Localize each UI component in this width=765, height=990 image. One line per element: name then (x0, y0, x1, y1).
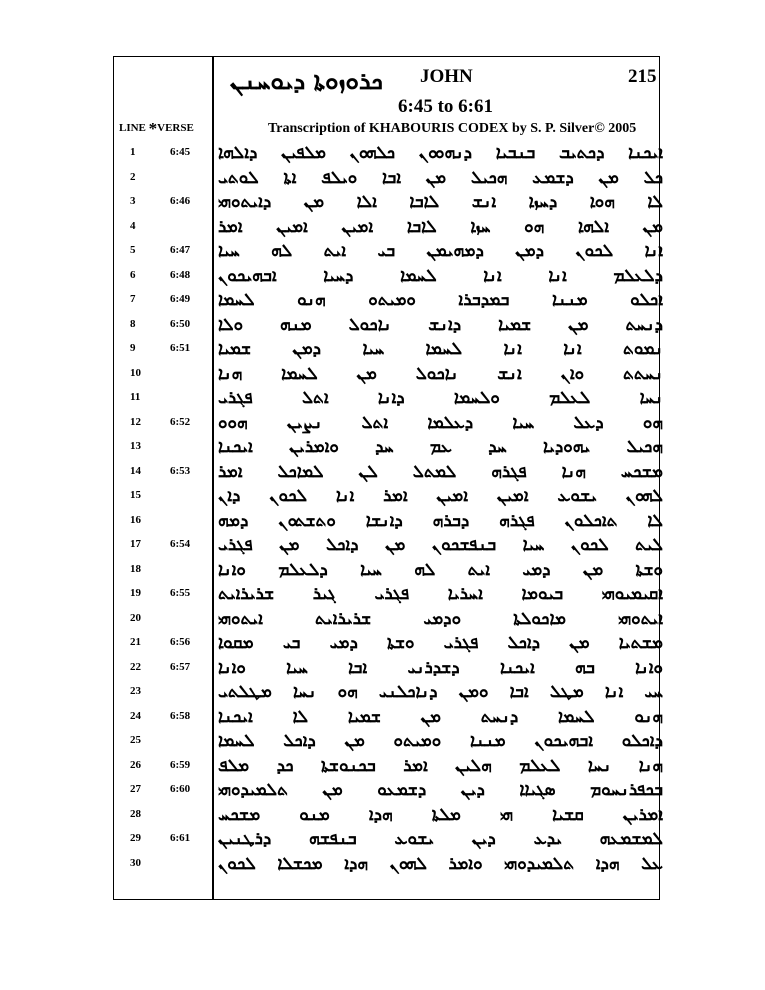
syriac-text-line: ܢܚܐ ܠܥܠܡ ܘܠܚܡܐ ܕܐܢܐ ܐܬܠ ܦܓܪܝ (218, 388, 663, 408)
transcription-row (113, 411, 663, 436)
line-number: 29 (130, 832, 141, 844)
line-number: 13 (130, 440, 141, 452)
line-number: 17 (130, 538, 141, 550)
syriac-text-line: ܠܐ ܗܘܐ ܕܚܙܐ ܐܢܫ ܠܐܒܐ ܐܠܐ ܡܢ ܕܐܝܬܘܗܝ (218, 192, 663, 212)
line-number: 16 (130, 513, 141, 526)
syriac-text-line: ܐܡܪܝܢ ܩܫܝܐ ܗܝ ܡܠܬܐ ܗܕܐ ܡܢܘ ܡܫܟܚ (218, 804, 663, 825)
line-number: 11 (130, 391, 141, 403)
verse-reference: 6:58 (170, 709, 191, 722)
line-number: 5 (130, 244, 136, 256)
syriac-text-line: ܡܫܟܚ ܗܢܐ ܦܓܪܗ ܠܡܬܠ ܠܢ ܠܡܐܟܠ ܐܡܪ (218, 461, 663, 482)
line-number: 28 (130, 807, 141, 820)
transcription-row (113, 803, 663, 828)
line-column-label: LINE (119, 122, 146, 134)
syriac-text-line: ܡܫܬܝܐ ܡܢ ܕܐܟܠ ܦܓܪܝ ܘܫܬܐ ܕܡܝ ܒܝ ܡܩܘܐ (218, 633, 663, 653)
line-number: 23 (130, 685, 141, 697)
syriac-text-line: ܗܢܐ ܢܚܐ ܠܥܠܡ ܗܠܝܢ ܐܡܪ ܒܟܢܘܫܬܐ ܟܕ ܡܠܦ (218, 755, 663, 776)
verse-reference: 6:48 (170, 268, 191, 281)
verse-reference: 6:51 (170, 342, 191, 354)
transcription-row (113, 313, 663, 338)
transcription-row (113, 533, 663, 558)
line-number: 1 (130, 146, 136, 158)
verse-reference: 6:45 (170, 146, 191, 158)
verse-range: 6:45 to 6:61 (398, 96, 493, 117)
syriac-book-title: ܟܪܘܙܘܬܐ ܕܝܘܚܢܢ (230, 66, 383, 95)
transcription-row (113, 582, 663, 607)
line-number: 8 (130, 317, 136, 330)
transcription-row (113, 827, 663, 852)
line-number: 30 (130, 856, 141, 869)
transcription-row (113, 656, 663, 681)
verse-reference: 6:46 (170, 195, 191, 207)
verse-reference: 6:53 (170, 464, 191, 477)
verse-reference: 6:57 (170, 660, 191, 673)
syriac-text-line: ܐܝܟܢܐ ܕܟܬܝܒ ܒܢܒܝܐ ܕܢܗܘܘܢ ܟܠܗܘܢ ܡܠܦܝܢ ܕܐܠܗܐ (218, 143, 663, 163)
transcription-row (113, 558, 663, 583)
syriac-text-line: ܠܡܫܡܥܗ ܝܕܥ ܕܝܢ ܝܫܘܥ ܒܢܦܫܗ ܕܪܛܢܝܢ (218, 829, 663, 849)
transcription-row (113, 386, 663, 411)
transcription-row (113, 264, 663, 289)
verse-reference: 6:50 (170, 317, 191, 330)
syriac-text-line: ܗܢܘ ܠܚܡܐ ܕܢܚܬ ܡܢ ܫܡܝܐ ܠܐ ܐܝܟܢܐ (218, 706, 663, 727)
syriac-text-line: ܕܢܚܬ ܡܢ ܫܡܝܐ ܕܐܢܫ ܢܐܟܘܠ ܡܢܗ ܘܠܐ (218, 314, 663, 335)
line-number: 20 (130, 611, 141, 624)
syriac-text-line: ܒܟܦܪܢܚܘܡ ܣܓܝܐܐ ܕܝܢ ܕܫܡܥܘ ܡܢ ܬܠܡܝܕܘܗܝ (218, 780, 663, 800)
transcription-row (113, 607, 663, 632)
transcription-row (113, 215, 663, 240)
transcription-row (113, 754, 663, 779)
transcription-row (113, 288, 663, 313)
verse-reference: 6:54 (170, 538, 191, 550)
verse-reference: 6:60 (170, 783, 191, 795)
transcription-row (113, 852, 663, 877)
syriac-text-line: ܘܫܬܐ ܡܢ ܕܡܝ ܐܝܬ ܠܗ ܚܝܐ ܕܠܥܠܡ ܘܐܢܐ (218, 559, 663, 580)
syriac-text-line: ܠܗܘܢ ܝܫܘܥ ܐܡܝܢ ܐܡܝܢ ܐܡܪ ܐܢܐ ܠܟܘܢ ܕܐܢ (218, 486, 663, 506)
verse-reference: 6:61 (170, 832, 191, 844)
line-number: 4 (130, 219, 136, 232)
transcription-row (113, 631, 663, 656)
transcription-credit: Transcription of KHABOURIS CODEX by S. P. Silver© 2005 (268, 121, 637, 136)
syriac-text-line: ܐܩܝܡܝܘܗܝ ܒܝܘܡܐ ܐܚܪܝܐ ܦܓܪܝ ܓܝܪ ܫܪܝܪܐܝܬ (218, 584, 663, 604)
line-number: 27 (130, 783, 141, 795)
page-number: 215 (628, 66, 657, 87)
syriac-text-line: ܠܐ ܬܐܟܠܘܢ ܦܓܪܗ ܕܒܪܗ ܕܐܢܫܐ ܘܬܫܬܘܢ ܕܡܗ (218, 510, 663, 531)
syriac-text-line: ܕܐܟܠܘ ܐܒܗܝܟܘܢ ܡܢܢܐ ܘܡܝܬܘ ܡܢ ܕܐܟܠ ܠܚܡܐ (218, 731, 663, 751)
verse-reference: 6:56 (170, 636, 191, 648)
transcription-row (113, 337, 663, 362)
syriac-text-line: ܚܝ ܐܢܐ ܡܛܠ ܐܒܐ ܘܡܢ ܕܢܐܟܠܢܝ ܗܘ ܢܚܐ ܡܛܠܬܝ (218, 682, 663, 702)
line-number: 25 (130, 734, 141, 746)
line-number: 21 (130, 636, 141, 648)
transcription-row (113, 460, 663, 485)
line-number: 22 (130, 660, 141, 673)
syriac-text-line: ܐܟܠܘ ܡܢܢܐ ܒܡܕܒܪܐ ܘܡܝܬܘ ܗܢܘ ܠܚܡܐ (218, 290, 663, 310)
syriac-text-line: ܘܐܢܐ ܒܗ ܐܝܟܢܐ ܕܫܕܪܢܝ ܐܒܐ ܚܝܐ ܘܐܢܐ (218, 657, 663, 678)
line-number: 24 (130, 709, 141, 722)
transcription-row (113, 705, 663, 730)
transcription-row (113, 239, 663, 264)
line-number: 6 (130, 268, 136, 281)
transcription-row (113, 190, 663, 215)
verse-reference: 6:47 (170, 244, 191, 256)
verse-reference: 6:49 (170, 293, 191, 305)
verse-star-marker: * (148, 119, 158, 138)
transcription-row (113, 680, 663, 705)
syriac-text-line: ܗܘ ܕܥܠ ܚܝܐ ܕܥܠܡܐ ܐܬܠ ܢܨܝܢ ܗܘܘ (218, 412, 663, 433)
syriac-text-line: ܢܚܬܬ ܘܐܢ ܐܢܫ ܢܐܟܘܠ ܡܢ ܠܚܡܐ ܗܢܐ (218, 363, 663, 384)
syriac-text-line: ܢܡܘܬ ܐܢܐ ܐܢܐ ܠܚܡܐ ܚܝܐ ܕܡܢ ܫܡܝܐ (218, 339, 663, 359)
line-number: 12 (130, 415, 141, 428)
line-number: 10 (130, 366, 141, 379)
syriac-text-line: ܐܢܐ ܠܟܘܢ ܕܡܢ ܕܡܗܝܡܢ ܒܝ ܐܝܬ ܠܗ ܚܝܐ (218, 241, 663, 261)
syriac-text-line: ܕܠܥܠܡ ܐܢܐ ܐܢܐ ܠܚܡܐ ܕܚܝܐ ܐܒܗܝܟܘܢ (218, 265, 663, 286)
transcription-row (113, 729, 663, 754)
line-number: 18 (130, 562, 141, 575)
transcription-row (113, 166, 663, 191)
line-number: 15 (130, 489, 141, 501)
line-number: 2 (130, 170, 136, 183)
book-name: JOHN (420, 66, 473, 87)
verse-reference: 6:59 (170, 758, 191, 771)
verse-reference: 6:55 (170, 587, 191, 599)
transcription-row (113, 435, 663, 460)
transcription-row (113, 778, 663, 803)
syriac-text-line: ܥܠ ܗܕܐ ܬܠܡܝܕܘܗܝ ܘܐܡܪ ܠܗܘܢ ܗܕܐ ܡܟܫܠܐ ܠܟܘܢ (218, 853, 663, 874)
verse-column-label: VERSE (157, 122, 194, 134)
syriac-text-line: ܡܢ ܐܠܗܐ ܗܘ ܚܙܐ ܠܐܒܐ ܐܡܝܢ ܐܡܝܢ ܐܡܪ (218, 216, 663, 237)
line-number: 19 (130, 587, 141, 599)
verse-reference: 6:52 (170, 415, 191, 428)
column-header (119, 116, 194, 136)
line-number: 3 (130, 195, 136, 207)
syriac-text-line: ܟܠ ܡܢ ܕܫܡܥ ܗܟܝܠ ܡܢ ܐܒܐ ܘܝܠܦ ܐܬܐ ܠܘܬܝ (218, 167, 663, 188)
line-number: 26 (130, 758, 141, 771)
line-number: 9 (130, 342, 136, 354)
transcription-row (113, 141, 663, 166)
transcription-row (113, 362, 663, 387)
syriac-text-line: ܐܝܬܘܗܝ ܡܐܟܘܠܬܐ ܘܕܡܝ ܫܪܝܪܐܝܬ ܐܝܬܘܗܝ (218, 608, 663, 629)
syriac-text-line: ܗܟܝܠ ܝܗܘܕܝܐ ܚܕ ܥܡ ܚܕ ܘܐܡܪܝܢ ܐܝܟܢܐ (218, 437, 663, 457)
line-number: 7 (130, 293, 136, 305)
syriac-text-line: ܠܝܬ ܠܟܘܢ ܚܝܐ ܒܢܦܫܟܘܢ ܡܢ ܕܐܟܠ ܡܢ ܦܓܪܝ (218, 535, 663, 555)
transcription-row (113, 509, 663, 534)
transcription-row (113, 484, 663, 509)
line-number: 14 (130, 464, 141, 477)
